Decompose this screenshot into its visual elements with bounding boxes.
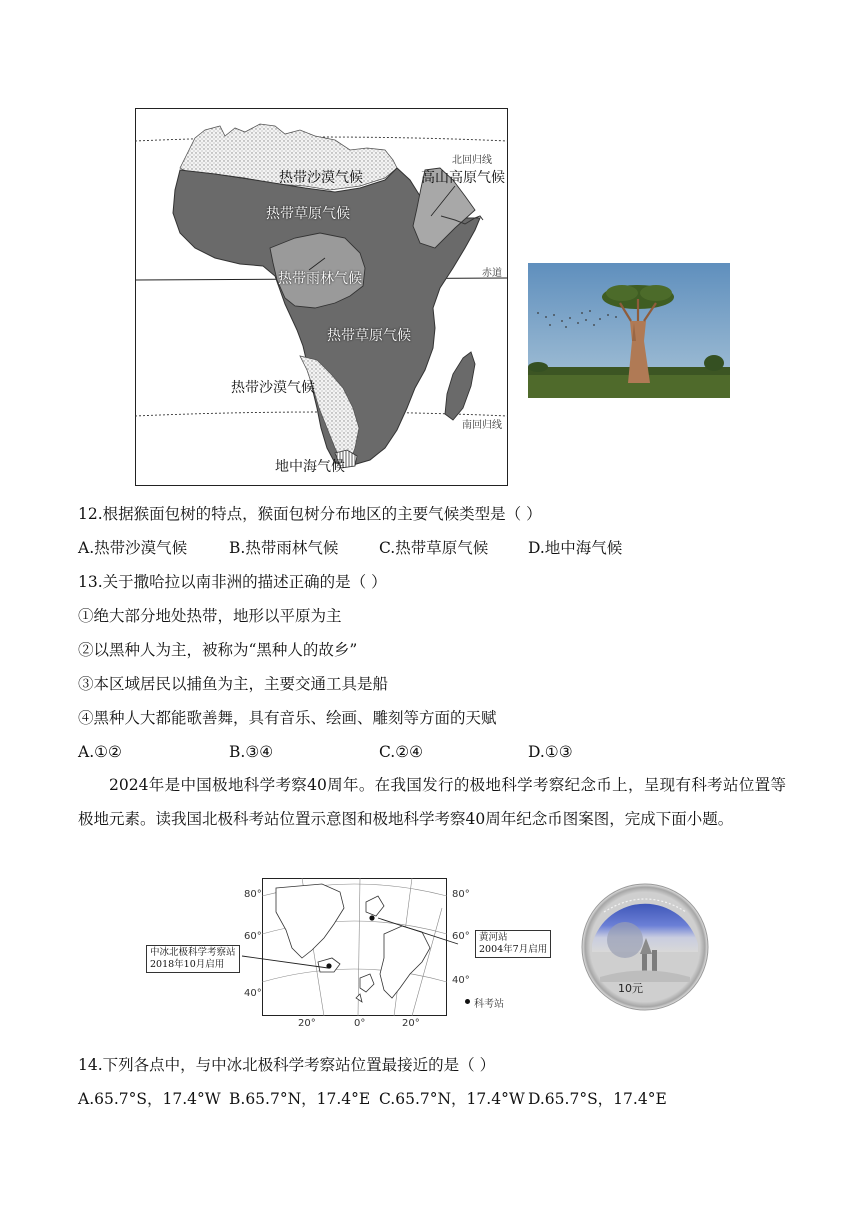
- baobab-photo: [528, 263, 730, 398]
- coin-denomination: 10元: [618, 982, 643, 995]
- q13-item-1: ①绝大部分地处热带，地形以平原为主: [78, 607, 342, 625]
- tropic-south-label: 南回归线: [462, 420, 502, 431]
- station1-name: 中冰北极科学考察站: [150, 947, 236, 958]
- lat-80-left: 80°: [244, 889, 262, 900]
- lon-20-west: 20°: [298, 1018, 316, 1029]
- savanna-north-label: 热带草原气候: [266, 206, 350, 222]
- q12-option-c[interactable]: C.热带草原气候: [379, 539, 489, 557]
- callout-leader-lines: [230, 900, 490, 980]
- lon-0: 0°: [354, 1018, 366, 1029]
- commemorative-coin: [580, 882, 710, 1012]
- lat-40-left: 40°: [244, 988, 262, 999]
- q14-stem: 14.下列各点中，与中冰北极科学考察站位置最接近的是（ ）: [78, 1056, 496, 1074]
- tropic-north-label: 北回归线: [452, 155, 492, 166]
- lat-40-right: 40°: [452, 975, 470, 986]
- q12-stem: 12.根据猴面包树的特点，猴面包树分布地区的主要气候类型是（ ）: [78, 505, 542, 523]
- rainforest-label: 热带雨林气候: [278, 271, 362, 287]
- q13-item-2: ②以黑种人为主，被称为“黑种人的故乡”: [78, 641, 358, 659]
- q14-option-c[interactable]: C.65.7°N，17.4°W: [379, 1090, 525, 1108]
- q14-option-a[interactable]: A.65.7°S，17.4°W: [78, 1090, 221, 1108]
- legend-dot-icon: [465, 999, 470, 1004]
- station1-date: 2018年10月启用: [150, 959, 225, 970]
- station2-name: 黄河站: [479, 932, 508, 943]
- q14-option-d[interactable]: D.65.7°S，17.4°E: [528, 1090, 667, 1108]
- station2-callout: [475, 930, 551, 958]
- lat-60-right: 60°: [452, 931, 470, 942]
- q13-option-d[interactable]: D.①③: [528, 743, 573, 761]
- desert-north-label: 热带沙漠气候: [279, 170, 363, 186]
- mediterranean-label: 地中海气候: [275, 459, 345, 475]
- q12-option-b[interactable]: B.热带雨林气候: [229, 539, 339, 557]
- lon-20-east: 20°: [402, 1018, 420, 1029]
- coin-graphic: [580, 882, 710, 1012]
- station2-date: 2004年7月启用: [479, 944, 548, 955]
- lat-80-right: 80°: [452, 889, 470, 900]
- q13-option-b[interactable]: B.③④: [229, 743, 274, 761]
- q12-option-d[interactable]: D.地中海气候: [528, 539, 623, 557]
- highland-label: 高山高原气候: [421, 170, 505, 186]
- q14-option-b[interactable]: B.65.7°N，17.4°E: [229, 1090, 371, 1108]
- equator-label: 赤道: [482, 268, 502, 279]
- q13-option-c[interactable]: C.②④: [379, 743, 424, 761]
- savanna-south-label: 热带草原气候: [327, 328, 411, 344]
- q13-stem: 13.关于撒哈拉以南非洲的描述正确的是（ ）: [78, 573, 387, 591]
- lat-60-left: 60°: [244, 931, 262, 942]
- baobab-tree-image: [528, 263, 730, 398]
- q12-option-a[interactable]: A.热带沙漠气候: [78, 539, 188, 557]
- legend-label: 科考站: [474, 999, 504, 1010]
- q13-option-a[interactable]: A.①②: [78, 743, 122, 761]
- passage-text: 2024年是中国极地科学考察40周年。在我国发行的极地科学考察纪念币上，呈现有科考站位置等极地元素。读我国北极科考站位置示意图和极地科学考察40周年纪念币图案图，完成下面小题。: [78, 776, 786, 828]
- q13-item-3: ③本区域居民以捕鱼为主，主要交通工具是船: [78, 675, 389, 693]
- desert-south-label: 热带沙漠气候: [231, 380, 315, 396]
- q13-item-4: ④黑种人大都能歌善舞，具有音乐、绘画、雕刻等方面的天赋: [78, 709, 497, 727]
- passage-paragraph: [78, 768, 786, 836]
- station1-callout: [146, 945, 240, 973]
